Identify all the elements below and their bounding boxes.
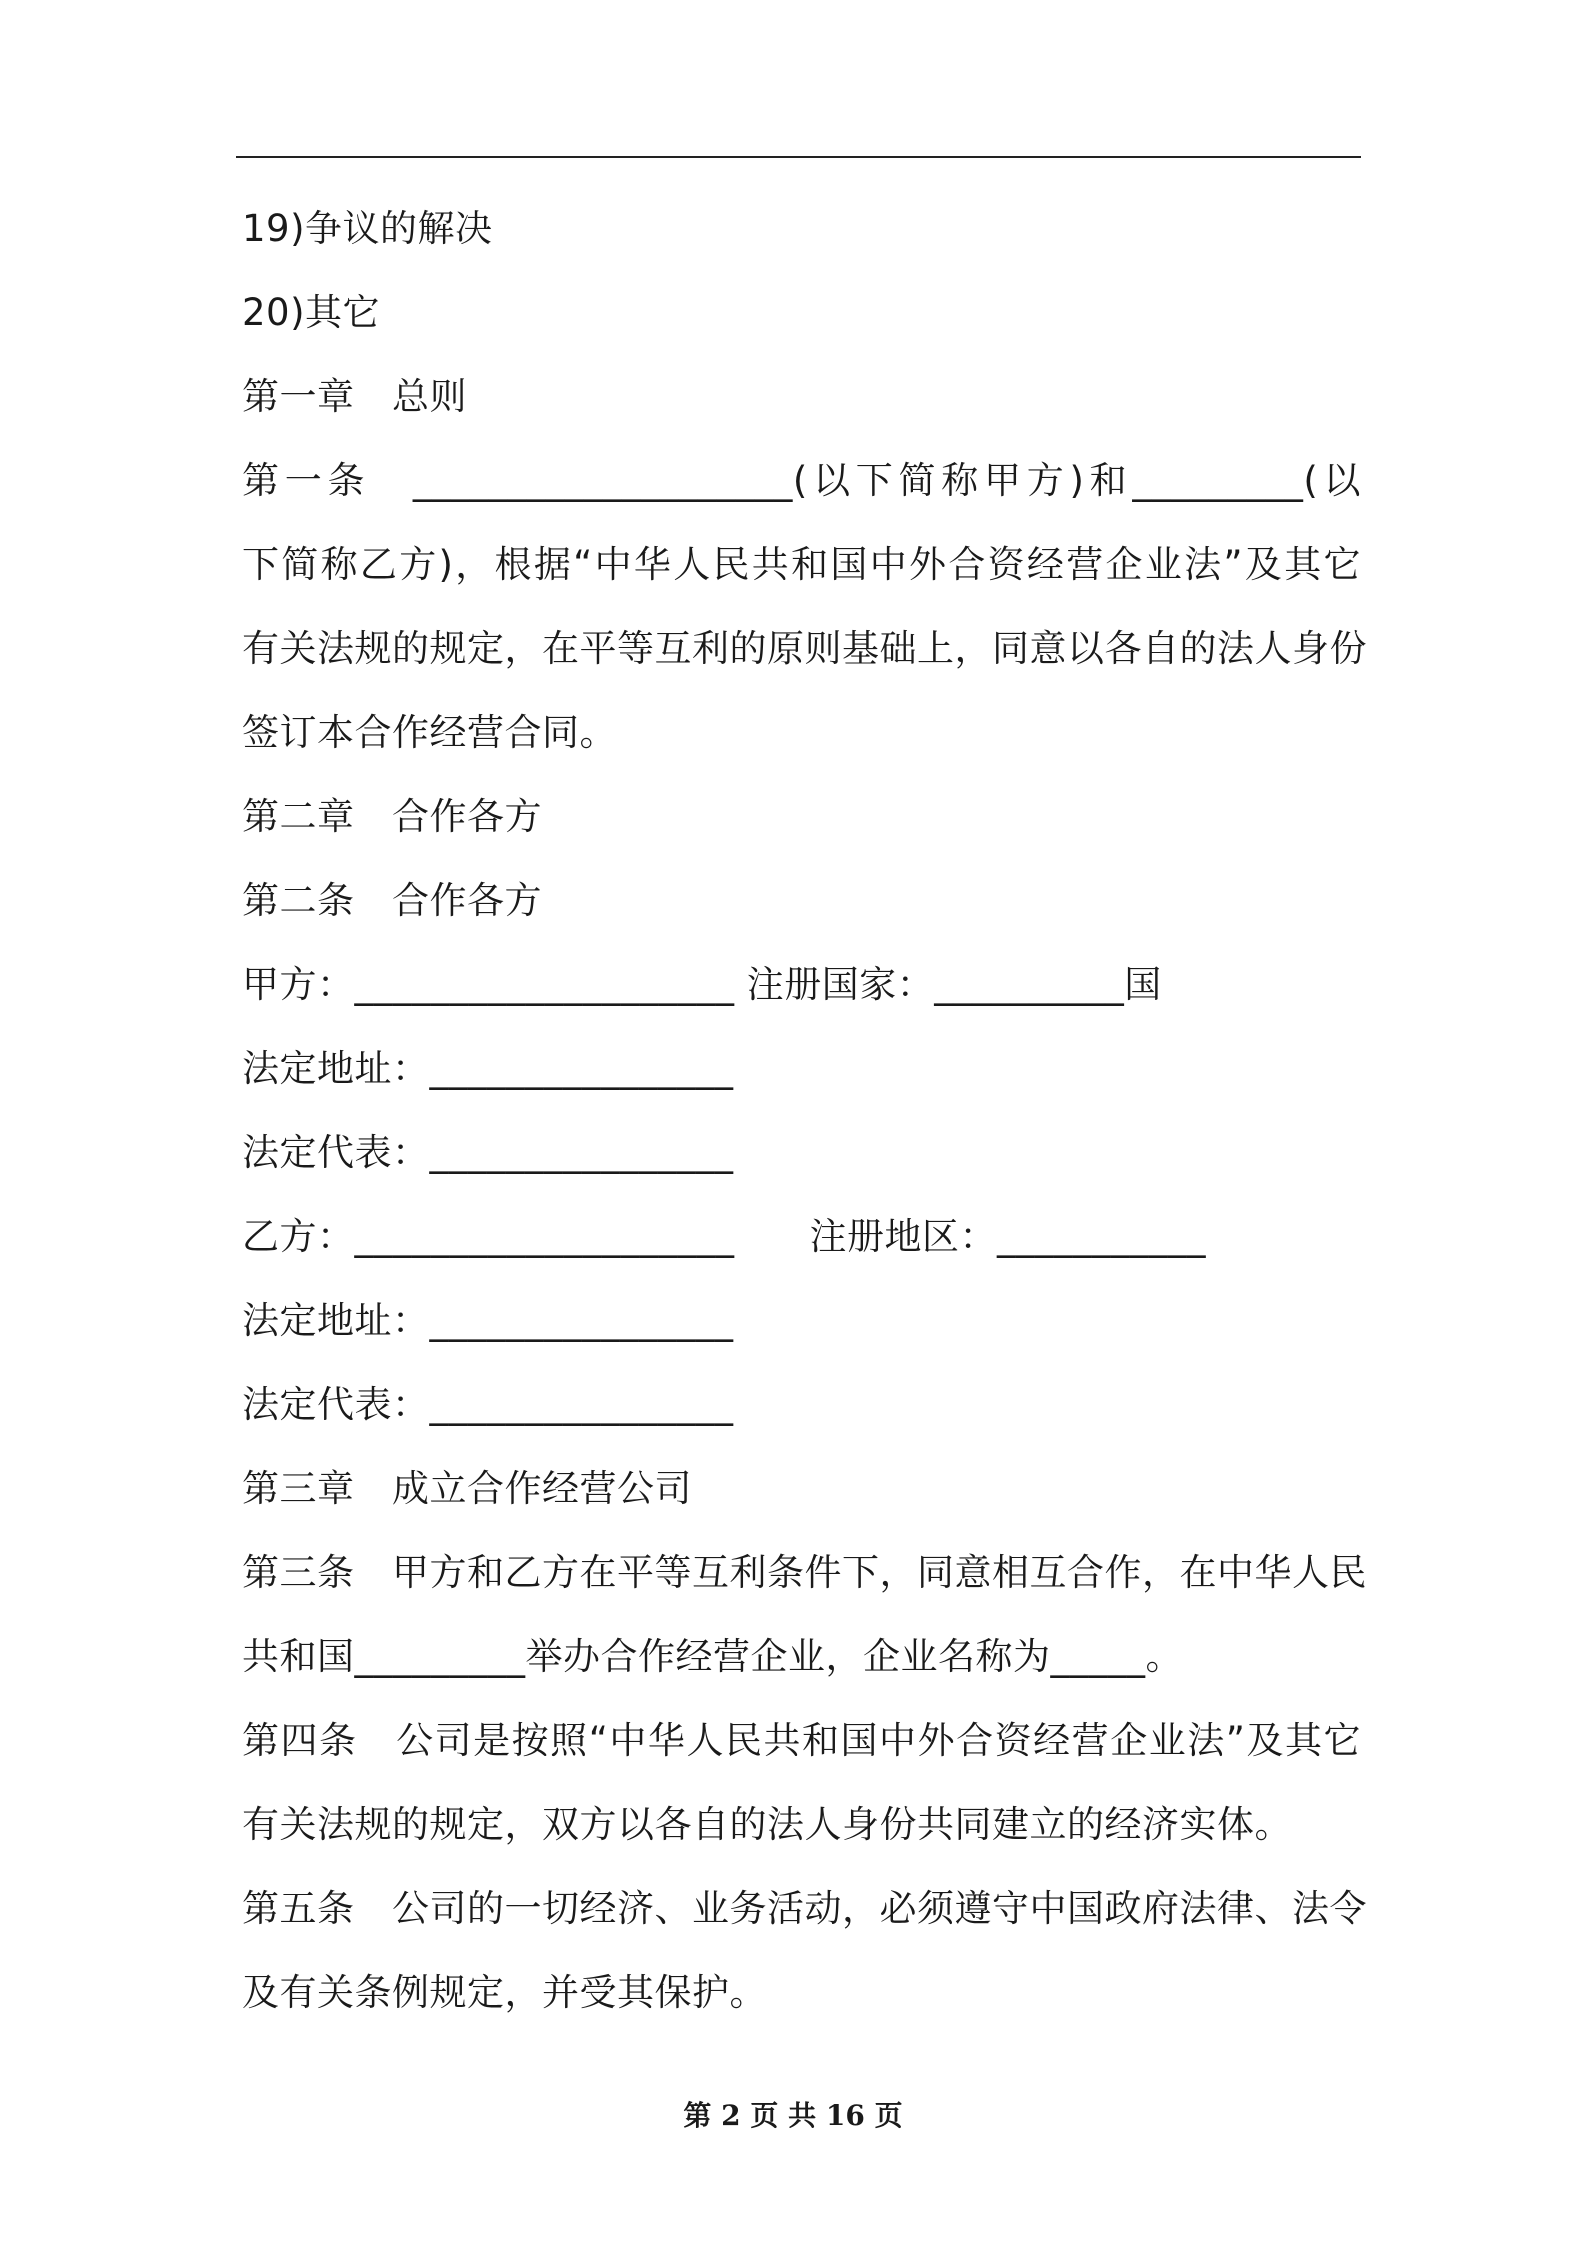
party-b-address: 法定地址：________________ [242,1299,734,1342]
paragraph-line: 有关法规的规定，双方以各自的法人身份共同建立的经济实体。 [242,1803,1292,1846]
party-a-representative: 法定代表：________________ [242,1131,734,1174]
paragraph-line: 签订本合作经营合同。 [242,711,617,754]
paragraph-line: 第四条 公司是按照“中华人民共和国中外合资经营企业法”及其它 [242,1719,1361,1762]
paragraph-line: 及有关条例规定，并受其保护。 [242,1971,767,2014]
paragraph-line: 有关法规的规定，在平等互利的原则基础上，同意以各自的法人身份 [242,627,1367,670]
paragraph-line: 第三条 甲方和乙方在平等互利条件下，同意相互合作，在中华人民 [242,1551,1367,1594]
paragraph-line: 共和国_________举办合作经营企业，企业名称为_____。 [242,1635,1183,1678]
page-footer: 第 2 页 共 16 页 [683,2099,903,2132]
article-heading: 第二条 合作各方 [242,879,542,922]
party-a-line: 甲方：____________________ 注册国家：__________国 [242,963,1162,1006]
chapter-heading: 第二章 合作各方 [242,795,542,838]
party-a-address: 法定地址：________________ [242,1047,734,1090]
paragraph-line: 下简称乙方)，根据“中华人民共和国中外合资经营企业法”及其它 [242,543,1361,586]
paragraph-line: 第五条 公司的一切经济、业务活动，必须遵守中国政府法律、法令 [242,1887,1367,1930]
party-b-line: 乙方：____________________ 注册地区：___________ [242,1215,1206,1258]
chapter-heading: 第一章 总则 [242,375,467,418]
party-b-representative: 法定代表：________________ [242,1383,734,1426]
clause-line: 19)争议的解决 [242,207,493,250]
header-rule [236,156,1361,158]
paragraph-line: 第一条 ____________________(以下简称甲方)和_________(以 [242,459,1361,502]
clause-line: 20)其它 [242,291,381,334]
chapter-heading: 第三章 成立合作经营公司 [242,1467,692,1510]
